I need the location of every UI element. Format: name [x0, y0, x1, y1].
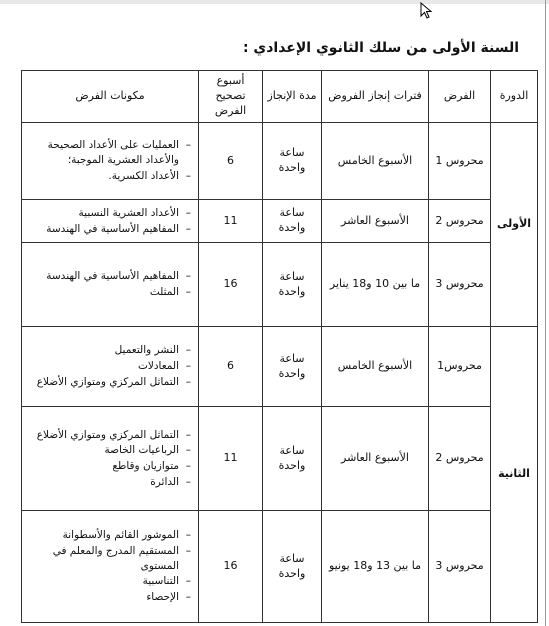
duration-cell: ساعة واحدة — [263, 200, 322, 243]
period-cell: ما بين 10 و18 يناير — [322, 243, 429, 327]
table-row — [22, 123, 538, 200]
duration-cell: ساعة واحدة — [263, 327, 322, 407]
components-cell — [22, 200, 199, 243]
exam-cell: محروس 2 — [429, 407, 491, 511]
week-cell: 11 — [199, 407, 263, 511]
col-header-duration: مدة الإنجاز — [263, 71, 322, 123]
exam-cell: محروس 3 — [429, 511, 491, 623]
table-row — [22, 407, 538, 511]
component-item: – التماثل المركزي ومتوازي الأضلاع — [25, 375, 191, 390]
period-cell: الأسبوع العاشر — [322, 407, 429, 511]
components-cell — [22, 407, 199, 511]
week-cell: 11 — [199, 200, 263, 243]
component-item: – العمليات على الأعداد الصحيحة والأعداد العشرية الموجبة؛ — [25, 138, 191, 167]
components-list — [25, 206, 195, 236]
component-item: – المثلث — [25, 285, 191, 300]
duration-cell: ساعة واحدة — [263, 243, 322, 327]
components-list — [25, 269, 195, 299]
semester-label: الأولى — [491, 123, 538, 327]
semester-label: الثانية — [491, 327, 538, 623]
components-cell — [22, 511, 199, 623]
table-body — [22, 123, 538, 623]
period-cell: الأسبوع الخامس — [322, 123, 429, 200]
page-edge — [545, 0, 546, 626]
col-header-exam: الفرض — [429, 71, 491, 123]
duration-cell: ساعة واحدة — [263, 511, 322, 623]
period-cell: الأسبوع العاشر — [322, 200, 429, 243]
component-item: – الموشور القائم والأسطوانة — [25, 528, 191, 543]
component-item: – النشر والتعميل — [25, 343, 191, 358]
week-cell: 16 — [199, 243, 263, 327]
table-header-row — [22, 71, 538, 123]
component-item: – متوازيان وقاطع — [25, 459, 191, 474]
top-edge-bar — [0, 0, 549, 4]
exam-cell: محروس1 — [429, 327, 491, 407]
components-list — [25, 528, 195, 604]
components-cell — [22, 327, 199, 407]
exam-cell: محروس 3 — [429, 243, 491, 327]
week-cell: 6 — [199, 327, 263, 407]
table-row — [22, 243, 538, 327]
table-row — [22, 327, 538, 407]
col-header-week: أسبوع تصحيح الفرض — [199, 71, 263, 123]
components-list — [25, 138, 195, 183]
component-item: – المعادلات — [25, 359, 191, 374]
col-header-period: فترات إنجاز الفروض — [322, 71, 429, 123]
component-item: – التماثل المركزي ومتوازي الأضلاع — [25, 428, 191, 443]
component-item: – المفاهيم الأساسية في الهندسة — [25, 222, 191, 237]
component-item: – الرباعيات الخاصة — [25, 443, 191, 458]
period-cell: الأسبوع الخامس — [322, 327, 429, 407]
period-cell: ما بين 13 و18 يونيو — [322, 511, 429, 623]
page-title: السنة الأولى من سلك الثانوي الإعدادي : — [242, 40, 519, 56]
duration-cell: ساعة واحدة — [263, 407, 322, 511]
table-row — [22, 511, 538, 623]
components-cell — [22, 243, 199, 327]
week-cell: 6 — [199, 123, 263, 200]
col-header-term: الدورة — [491, 71, 538, 123]
component-item: – الأعداد الكسرية. — [25, 169, 191, 184]
exam-schedule-table — [21, 70, 538, 623]
table-row — [22, 200, 538, 243]
week-cell: 16 — [199, 511, 263, 623]
duration-cell: ساعة واحدة — [263, 123, 322, 200]
component-item: – المستقيم المدرج والمعلم في المستوى — [25, 544, 191, 573]
component-item: – المفاهيم الأساسية في الهندسة — [25, 269, 191, 284]
component-item: – الأعداد العشرية النسبية — [25, 206, 191, 221]
exam-cell: محروس 2 — [429, 200, 491, 243]
mouse-pointer-icon — [420, 2, 434, 20]
col-header-components: مكونات الفرض — [22, 71, 199, 123]
component-item: – الدائرة — [25, 475, 191, 490]
components-list — [25, 428, 195, 490]
component-item: – التناسبية — [25, 574, 191, 589]
components-list — [25, 343, 195, 389]
components-cell — [22, 123, 199, 200]
exam-cell: محروس 1 — [429, 123, 491, 200]
component-item: – الإحصاء — [25, 590, 191, 605]
